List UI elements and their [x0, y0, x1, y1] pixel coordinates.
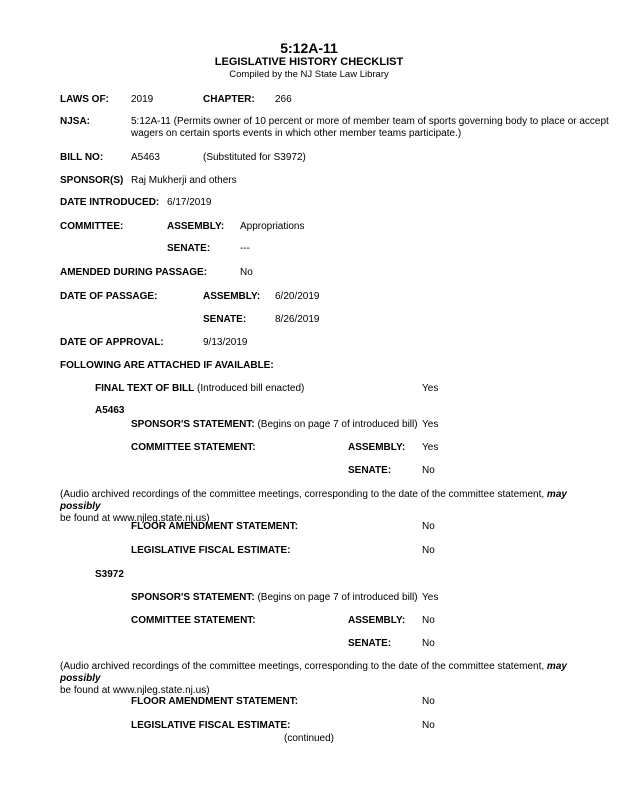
date-introduced-value: 6/17/2019	[167, 197, 212, 208]
committee-statement-assembly-value: No	[422, 615, 435, 626]
audio-note-text: (Audio archived recordings of the committee meetings, corresponding to the date of the committee statement,	[60, 661, 545, 672]
committee-statement-label: COMMITTEE STATEMENT:	[131, 615, 256, 626]
audio-note-line2: be found at www.njleg.state.nj.us)	[60, 513, 210, 524]
bill-s3972-id: S3972	[95, 569, 124, 580]
bill-a5463-id: A5463	[95, 405, 125, 416]
final-text-label: FINAL TEXT OF BILL	[95, 383, 195, 394]
laws-of-label: LAWS OF:	[60, 94, 109, 105]
passage-senate-value: 8/26/2019	[275, 314, 320, 325]
bill-substituted: (Substituted for S3972)	[203, 152, 306, 163]
floor-amendment-value: No	[422, 696, 435, 707]
audio-note-emphasis: may possibly	[60, 661, 567, 684]
committee-statement-assembly-label: ASSEMBLY:	[348, 442, 406, 453]
sponsor-statement-value: Yes	[422, 419, 439, 430]
passage-assembly-label: ASSEMBLY:	[203, 291, 261, 302]
audio-note	[60, 661, 605, 697]
final-text-row	[95, 383, 304, 395]
chapter-value: 266	[275, 94, 292, 105]
compiled-by: Compiled by the NJ State Law Library	[229, 69, 389, 80]
sponsor-statement-value: Yes	[422, 592, 439, 603]
committee-statement-assembly-label: ASSEMBLY:	[348, 615, 406, 626]
page-title: 5:12A-11	[280, 40, 338, 56]
final-text-value: Yes	[422, 383, 439, 394]
committee-senate-label: SENATE:	[167, 243, 211, 254]
sponsor-statement-note: (Begins on page 7 of introduced bill)	[257, 419, 418, 430]
committee-statement-senate-value: No	[422, 465, 435, 476]
floor-amendment-label: FLOOR AMENDMENT STATEMENT:	[131, 521, 299, 532]
date-introduced-label: DATE INTRODUCED:	[60, 197, 160, 208]
bill-no-value: A5463	[131, 152, 160, 163]
sponsor-value: Raj Mukherji and others	[131, 175, 237, 186]
committee-statement-senate-value: No	[422, 638, 435, 649]
continued-note: (continued)	[283, 733, 335, 744]
floor-amendment-value: No	[422, 521, 435, 532]
amended-value: No	[240, 267, 253, 278]
floor-amendment-label: FLOOR AMENDMENT STATEMENT:	[131, 696, 299, 707]
following-heading: FOLLOWING ARE ATTACHED IF AVAILABLE:	[60, 360, 274, 371]
njsa-line2: wagers on certain sports events in which other member teams participate.)	[131, 128, 462, 139]
audio-note-line2: be found at www.njleg.state.nj.us)	[60, 685, 210, 696]
committee-statement-senate-label: SENATE:	[348, 638, 392, 649]
fiscal-estimate-label: LEGISLATIVE FISCAL ESTIMATE:	[131, 545, 291, 556]
committee-label: COMMITTEE:	[60, 221, 124, 232]
committee-statement-label: COMMITTEE STATEMENT:	[131, 442, 256, 453]
bill-no-label: BILL NO:	[60, 152, 104, 163]
sponsor-statement-label: SPONSOR'S STATEMENT:	[131, 419, 255, 430]
committee-statement-assembly-value: Yes	[422, 442, 439, 453]
committee-assembly-value: Appropriations	[240, 221, 305, 232]
amended-label: AMENDED DURING PASSAGE:	[60, 267, 208, 278]
bill-s3972-sponsor-row	[131, 592, 418, 604]
passage-senate-label: SENATE:	[203, 314, 247, 325]
passage-assembly-value: 6/20/2019	[275, 291, 320, 302]
final-text-note: (Introduced bill enacted)	[197, 383, 305, 394]
committee-senate-value: ---	[240, 243, 250, 254]
date-of-approval-value: 9/13/2019	[203, 337, 248, 348]
njsa-line1: 5:12A-11 (Permits owner of 10 percent or more of member team of sports governing body to place or accept	[131, 116, 609, 127]
njsa-label: NJSA:	[60, 116, 91, 127]
sponsor-statement-note: (Begins on page 7 of introduced bill)	[257, 592, 418, 603]
laws-of-value: 2019	[131, 94, 154, 105]
date-of-approval-label: DATE OF APPROVAL:	[60, 337, 164, 348]
fiscal-estimate-label: LEGISLATIVE FISCAL ESTIMATE:	[131, 720, 291, 731]
sponsor-label: SPONSOR(S)	[60, 175, 124, 186]
audio-note-text: (Audio archived recordings of the committee meetings, corresponding to the date of the committee statement,	[60, 489, 545, 500]
committee-assembly-label: ASSEMBLY:	[167, 221, 225, 232]
page-subtitle: LEGISLATIVE HISTORY CHECKLIST	[214, 56, 404, 68]
chapter-label: CHAPTER:	[203, 94, 255, 105]
committee-statement-senate-label: SENATE:	[348, 465, 392, 476]
sponsor-statement-label: SPONSOR'S STATEMENT:	[131, 592, 255, 603]
audio-note-emphasis: may possibly	[60, 489, 567, 512]
fiscal-estimate-value: No	[422, 720, 435, 731]
date-of-passage-label: DATE OF PASSAGE:	[60, 291, 158, 302]
audio-note	[60, 489, 605, 525]
bill-a5463-sponsor-row	[131, 419, 418, 431]
fiscal-estimate-value: No	[422, 545, 435, 556]
